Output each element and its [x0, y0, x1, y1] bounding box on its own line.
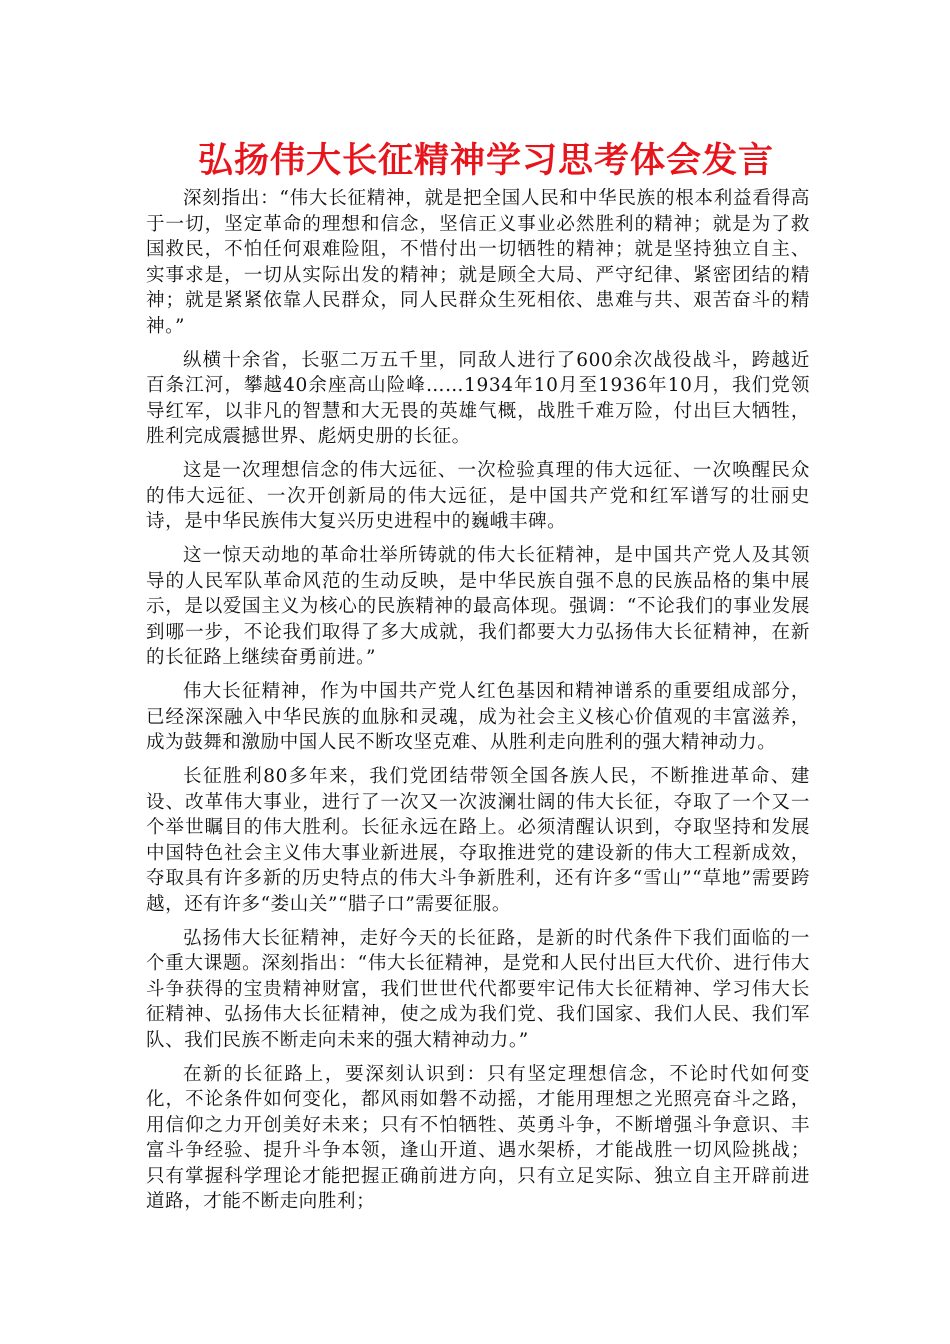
- paragraph: 在新的长征路上，要深刻认识到：只有坚定理想信念，不论时代如何变化，不论条件如何变化，都风雨如磐不动摇，才能用理想之光照亮奋斗之路，用信仰之力开创美好未来；只有不怕牺牲、英勇斗争，不断增强斗争意识、丰富斗争经验、提升斗争本领，逢山开道、遇水架桥，才能战胜一切风险挑战；只有掌握科学理论才能把握正确前进方向，只有立足实际、独立自主开辟前进道路，才能不断走向胜利；: [146, 1063, 810, 1212]
- document-title: 弘扬伟大长征精神学习思考体会发言: [197, 140, 774, 181]
- document-body: [146, 186, 810, 1223]
- paragraph: 深刻指出：“伟大长征精神，就是把全国人民和中华民族的根本利益看得高于一切，坚定革命的理想和信念，坚信正义事业必然胜利的精神；就是为了救国救民，不怕任何艰难险阻，不惜付出一切牺牲的精神；就是坚持独立自主、实事求是，一切从实际出发的精神；就是顾全大局、严守纪律、紧密团结的精神；就是紧紧依靠人民群众，同人民群众生死相依、患难与共、艰苦奋斗的精神。”: [146, 188, 810, 337]
- paragraph: 长征胜利80多年来，我们党团结带领全国各族人民，不断推进革命、建设、改革伟大事业，进行了一次又一次波澜壮阔的伟大长征，夺取了一个又一个举世瞩目的伟大胜利。长征永远在路上。必须清醒认识到，夺取坚持和发展中国特色社会主义伟大事业新进展，夺取推进党的建设新的伟大工程新成效，夺取具有许多新的历史特点的伟大斗争新胜利，还有许多“雪山”“草地”需要跨越，还有许多“娄山关”“腊子口”需要征服。: [146, 766, 810, 915]
- paragraph: 弘扬伟大长征精神，走好今天的长征路，是新的时代条件下我们面临的一个重大课题。深刻指出：“伟大长征精神，是党和人民付出巨大代价、进行伟大斗争获得的宝贵精神财富，我们世世代代都要牢记伟大长征精神、学习伟大长征精神、弘扬伟大长征精神，使之成为我们党、我们国家、我们人民、我们军队、我们民族不断走向未来的强大精神动力。”: [146, 927, 810, 1051]
- paragraph: 伟大长征精神，作为中国共产党人红色基因和精神谱系的重要组成部分，已经深深融入中华民族的血脉和灵魂，成为社会主义核心价值观的丰富滋养，成为鼓舞和激励中国人民不断攻坚克难、从胜利走向胜利的强大精神动力。: [146, 681, 810, 753]
- paragraph: 这是一次理想信念的伟大远征、一次检验真理的伟大远征、一次唤醒民众的伟大远征、一次开创新局的伟大远征，是中国共产党和红军谱写的壮丽史诗，是中华民族伟大复兴历史进程中的巍峨丰碑。: [146, 460, 810, 532]
- paragraph: 这一惊天动地的革命壮举所铸就的伟大长征精神，是中国共产党人及其领导的人民军队革命风范的生动反映，是中华民族自强不息的民族品格的集中展示，是以爱国主义为核心的民族精神的最高体现。强调：“不论我们的事业发展到哪一步，不论我们取得了多大成就，我们都要大力弘扬伟大长征精神，在新的长征路上继续奋勇前进。”: [146, 545, 810, 668]
- paragraph: 纵横十余省，长驱二万五千里，同敌人进行了600余次战役战斗，跨越近百条江河，攀越40余座高山险峰……1934年10月至1936年10月，我们党领导红军，以非凡的智慧和大无畏的英雄气概，战胜千难万险，付出巨大牺牲，胜利完成震撼世界、彪炳史册的长征。: [146, 349, 810, 447]
